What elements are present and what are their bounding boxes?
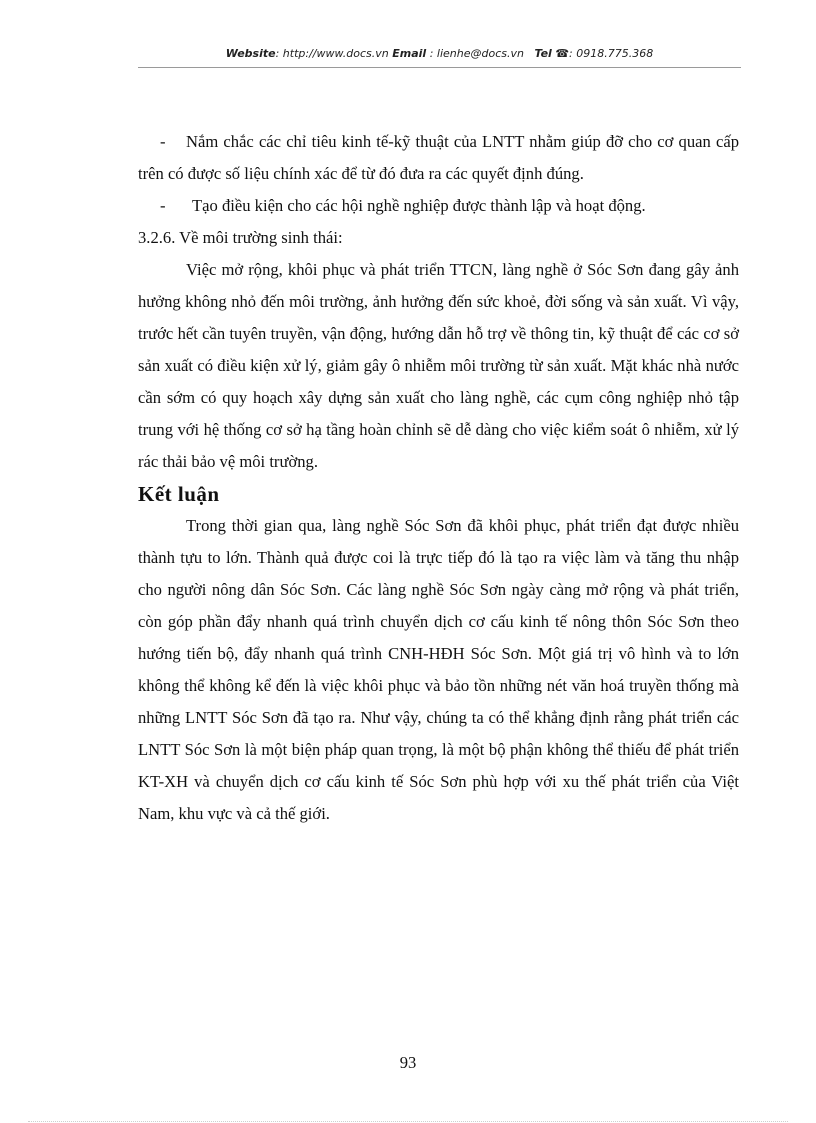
paragraph-conclusion: Trong thời gian qua, làng nghề Sóc Sơn đã khôi phục, phát triển đạt được nhiều thành tựu to lớn. Thành quả được coi là trực tiếp đó là tạo ra việc làm và tăng thu nhập cho người nông dân Sóc Sơn. Các làng nghề Sóc Sơn ngày càng mở rộng và phát triển, còn góp phần đẩy nhanh quá trình chuyển dịch cơ cấu kinh tế nông thôn Sóc Sơn theo hướng tiến bộ, đẩy nhanh quá trình CNH-HĐH Sóc Sơn. Một giá trị vô hình và to lớn không thể không kể đến là việc khôi phục và bảo tồn những nét văn hoá truyền thống mà những LNTT Sóc Sơn đã tạo ra. Như vậy, chúng ta có thể khẳng định rằng phát triển các LNTT Sóc Sơn là một biện pháp quan trọng, là một bộ phận không thể thiếu để phát triển KT-XH và chuyển dịch cơ cấu kinh tế Sóc Sơn phù hợp với xu thế phát triển của Việt Nam, khu vực và cả thế giới.	[138, 516, 739, 823]
bullet-dash: -	[160, 196, 166, 215]
paragraph-environment: Việc mở rộng, khôi phục và phát triển TTCN, làng nghề ở Sóc Sơn đang gây ảnh hưởng không nhỏ đến môi trường, ảnh hưởng đến sức khoẻ, đời sống và sản xuất. Vì vậy, trước hết cần tuyên truyền, vận động, hướng dẫn hỗ trợ về thông tin, kỹ thuật để các cơ sở sản xuất có điều kiện xử lý, giảm gây ô nhiễm môi trường từ sản xuất. Mặt khác nhà nước cần sớm có quy hoạch xây dựng sản xuất cho làng nghề, các cụm công nghiệp nhỏ tập trung với hệ thống cơ sở hạ tầng hoàn chỉnh sẽ dễ dàng cho việc kiểm soát ô nhiễm, xử lý rác thải bảo vệ môi trường.	[138, 260, 739, 471]
bullet-text: Nắm chắc các chỉ tiêu kinh tế-kỹ thuật của LNTT nhằm giúp đỡ cho cơ quan cấp trên có được số liệu chính xác để từ đó đưa ra các quyết định đúng.	[138, 132, 739, 183]
email-label: Email	[392, 47, 427, 60]
bullet-item	[138, 126, 739, 190]
document-body	[138, 126, 739, 830]
footer-divider	[28, 1121, 788, 1122]
email-address: : lienhe@docs.vn	[426, 47, 524, 60]
bullet-dash: -	[160, 132, 166, 151]
tel-number: : 0918.775.368	[569, 47, 654, 60]
website-label: Website	[225, 47, 276, 60]
phone-icon: ☎	[555, 47, 570, 60]
website-url: : http://www.docs.vn	[275, 47, 389, 60]
page-number: 93	[399, 1053, 417, 1072]
tel-label: Tel	[534, 47, 552, 60]
section-heading: 3.2.6. Về môi trường sinh thái:	[138, 228, 343, 247]
header-divider	[138, 67, 741, 68]
bullet-item	[138, 190, 739, 222]
conclusion-title: Kết luận	[138, 482, 220, 506]
bullet-text: Tạo điều kiện cho các hội nghề nghiệp được thành lập và hoạt động.	[192, 196, 646, 215]
page-header	[138, 47, 741, 60]
